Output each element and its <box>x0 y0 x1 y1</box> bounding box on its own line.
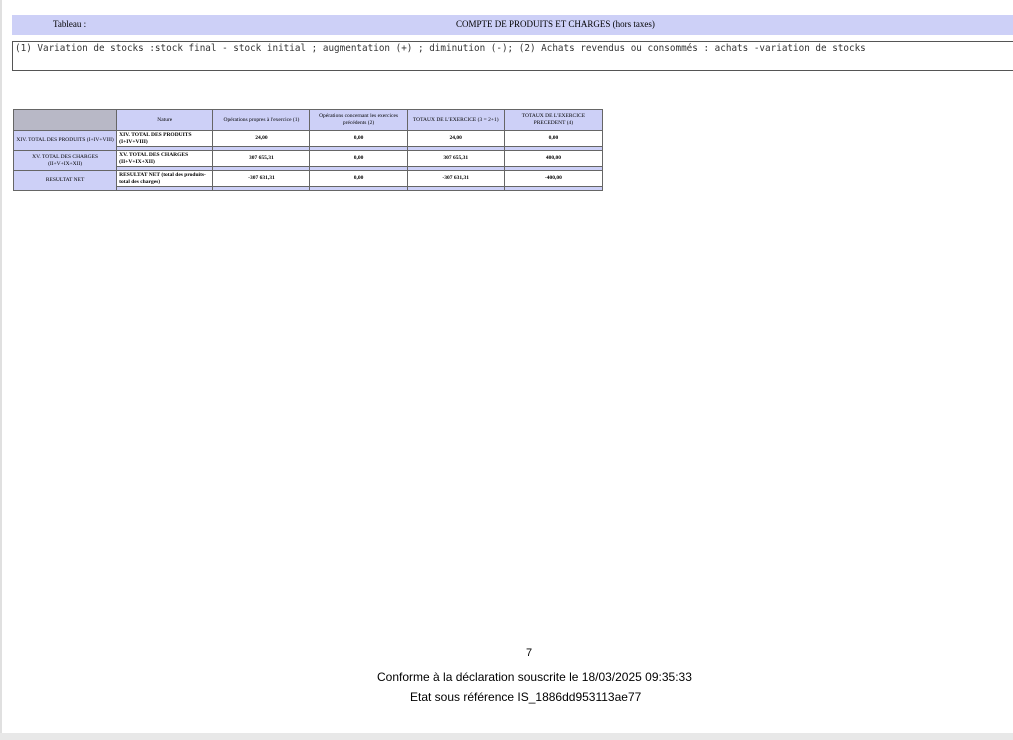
value-year-total: 307 655,31 <box>407 151 504 167</box>
table-title-bar <box>12 15 1013 35</box>
header-previous-year-totals: TOTAUX DE L'EXERCICE PRECEDENT (4) <box>504 110 602 131</box>
row-nature: RESULTAT NET (total des produits-total des charges) <box>117 171 213 187</box>
value-year-total: 24,00 <box>407 131 504 147</box>
table-title: COMPTE DE PRODUITS ET CHARGES (hors taxes) <box>456 19 655 29</box>
table-header-row <box>14 110 603 131</box>
row-label: XIV. TOTAL DES PRODUITS (I+IV+VIII) <box>14 131 117 151</box>
header-year-totals: TOTAUX DE L'EXERCICE (3 = 2+1) <box>407 110 504 131</box>
stock-variation-note: (1) Variation de stocks :stock final - stock initial ; augmentation (+) ; diminution (-); (2) Achats revendus ou consommés : achats -variation de stocks <box>12 41 1013 71</box>
value-previous-ops: 0,00 <box>310 151 407 167</box>
table-label: Tableau : <box>53 19 87 29</box>
table-row-resultat-net <box>14 171 603 187</box>
table-row-total-charges <box>14 151 603 167</box>
conformity-statement: Conforme à la déclaration souscrite le 18/03/2025 09:35:33 <box>377 670 692 684</box>
row-label: RESULTAT NET <box>14 171 117 191</box>
row-label: XV. TOTAL DES CHARGES (II+V+IX+XII) <box>14 151 117 171</box>
page-number: 7 <box>526 647 533 659</box>
row-nature: XIV. TOTAL DES PRODUITS (I+IV+VIII) <box>117 131 213 147</box>
value-current: -307 631,31 <box>213 171 310 187</box>
value-previous-year: -400,00 <box>504 171 602 187</box>
value-year-total: -307 631,31 <box>407 171 504 187</box>
value-previous-ops: 0,00 <box>310 171 407 187</box>
row-nature: XV. TOTAL DES CHARGES (II+V+IX+XII) <box>117 151 213 167</box>
value-previous-year: 0,00 <box>504 131 602 147</box>
value-previous-year: 400,00 <box>504 151 602 167</box>
header-current-operations: Opérations propres à l'exercice (1) <box>213 110 310 131</box>
reference-statement: Etat sous référence IS_1886dd953113ae77 <box>410 690 642 704</box>
value-current: 307 655,31 <box>213 151 310 167</box>
value-previous-ops: 0,00 <box>310 131 407 147</box>
header-previous-operations: Opérations concernant les exercices précédents (2) <box>310 110 407 131</box>
table-row-total-produits <box>14 131 603 147</box>
header-nature: Nature <box>117 110 213 131</box>
value-current: 24,00 <box>213 131 310 147</box>
header-corner-cell <box>14 110 117 131</box>
income-statement-table <box>13 109 603 191</box>
